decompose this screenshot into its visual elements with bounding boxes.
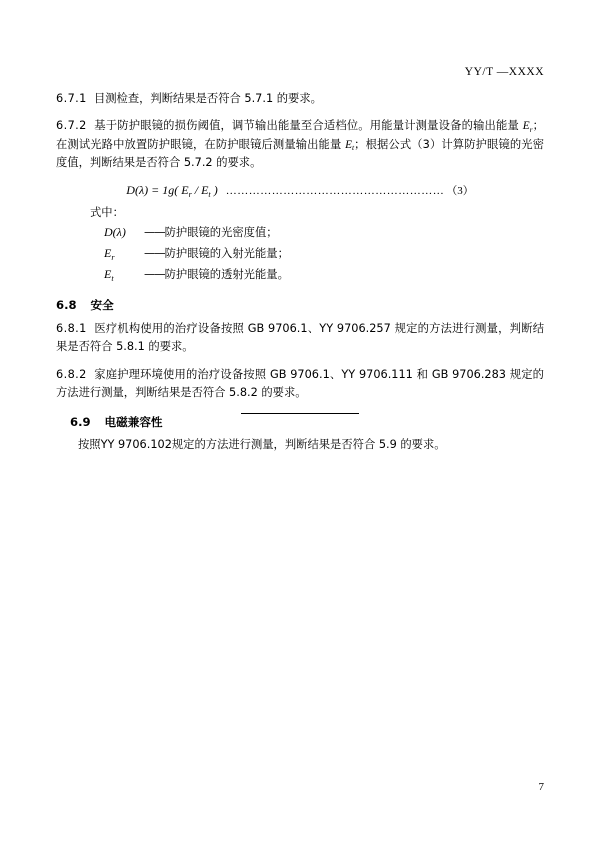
formula-expression-mid: / E (191, 183, 209, 198)
definition-symbol-er-sub: r (111, 252, 115, 262)
definition-item-1 (56, 222, 544, 243)
section-heading-6-8 (56, 297, 544, 313)
section-divider-rule (241, 413, 359, 414)
symbol-er: E (522, 120, 530, 133)
clause-6-7-2-text-1: 基于防护眼镜的损伤阈值，调节输出能量至合适档位。用能量计测量设备的输出能量 (94, 119, 523, 133)
formula-leader-dots: ………………………………………………… (225, 185, 445, 198)
clause-6-8-1 (56, 320, 544, 357)
clause-6-7-2-number: 6.7.2 (56, 119, 87, 133)
page-content (56, 90, 544, 462)
section-6-9-title: 电磁兼容性 (104, 415, 163, 430)
clause-6-9-text: 按照YY 9706.102规定的方法进行测量，判断结果是否符合 5.9 的要求。 (78, 438, 446, 452)
formula-expression (126, 183, 217, 198)
clause-6-8-2 (56, 366, 544, 403)
clause-6-8-1-number: 6.8.1 (56, 322, 87, 336)
definition-dash-2: —— (144, 247, 165, 261)
clause-6-7-1 (56, 90, 544, 108)
formula-expression-end: ) (210, 183, 218, 198)
symbol-er-sub: r (529, 124, 533, 134)
clause-6-8-2-text: 家庭护理环境使用的治疗设备按照 GB 9706.1、YY 9706.111 和 GB 9706.283 规定的方法进行测量，判断结果是否符合 5.8.2 的要求。 (56, 367, 544, 400)
where-label: 式中： (90, 206, 124, 220)
formula-3 (56, 182, 544, 198)
section-6-9-number: 6.9 (70, 415, 91, 430)
definition-symbol-et (104, 264, 144, 285)
clause-6-9-body (56, 436, 544, 454)
definition-text-3: 防护眼镜的透射光能量。 (164, 268, 289, 282)
clause-6-7-2 (56, 117, 544, 172)
definition-text-2: 防护眼镜的入射光能量； (164, 247, 289, 261)
definition-item-2 (56, 243, 544, 264)
definition-dash-3: —— (144, 268, 165, 282)
clause-6-7-1-text: 目测检查，判断结果是否符合 5.7.1 的要求。 (93, 92, 322, 105)
section-6-8-title: 安全 (90, 298, 114, 313)
clause-6-8-2-number: 6.8.2 (56, 367, 87, 381)
clause-6-7-2-text-2: ；在测试光路中放置防护眼镜，在防护眼镜后测量输出能量 (56, 119, 544, 151)
definition-item-3 (56, 264, 544, 285)
definition-text-1: 防护眼镜的光密度值； (164, 226, 278, 240)
symbol-et: E (345, 138, 353, 151)
formula-number: （3） (446, 185, 474, 198)
section-heading-6-9 (56, 414, 544, 430)
standard-code: YY/T —XXXX (464, 66, 544, 78)
formula-sub-r: r (188, 189, 192, 199)
clause-6-7-1-number: 6.7.1 (56, 92, 87, 105)
page-header (465, 66, 544, 78)
definition-symbol-et-letter: E (104, 267, 112, 282)
symbol-et-sub: t (352, 142, 355, 152)
definition-symbol-er-letter: E (104, 246, 112, 261)
page-number: 7 (538, 781, 544, 793)
definition-dash-1: —— (144, 226, 165, 240)
definition-symbol-et-sub: t (111, 273, 114, 283)
section-6-8-number: 6.8 (56, 298, 77, 313)
definition-symbol-d-lambda: D(λ) (104, 225, 126, 240)
definition-list (56, 222, 544, 285)
formula-sub-t: t (208, 189, 211, 199)
clause-6-7-2-text-3: ；根据公式（3）计算防护眼镜的光密度值，判断结果是否符合 5.7.2 的要求。 (56, 137, 544, 169)
formula-expression-head: D(λ) = 1g( E (126, 183, 189, 198)
definition-symbol-er (104, 243, 144, 264)
clause-6-8-1-text: 医疗机构使用的治疗设备按照 GB 9706.1、YY 9706.257 规定的方法进行测量，判断结果是否符合 5.8.1 的要求。 (56, 322, 544, 354)
